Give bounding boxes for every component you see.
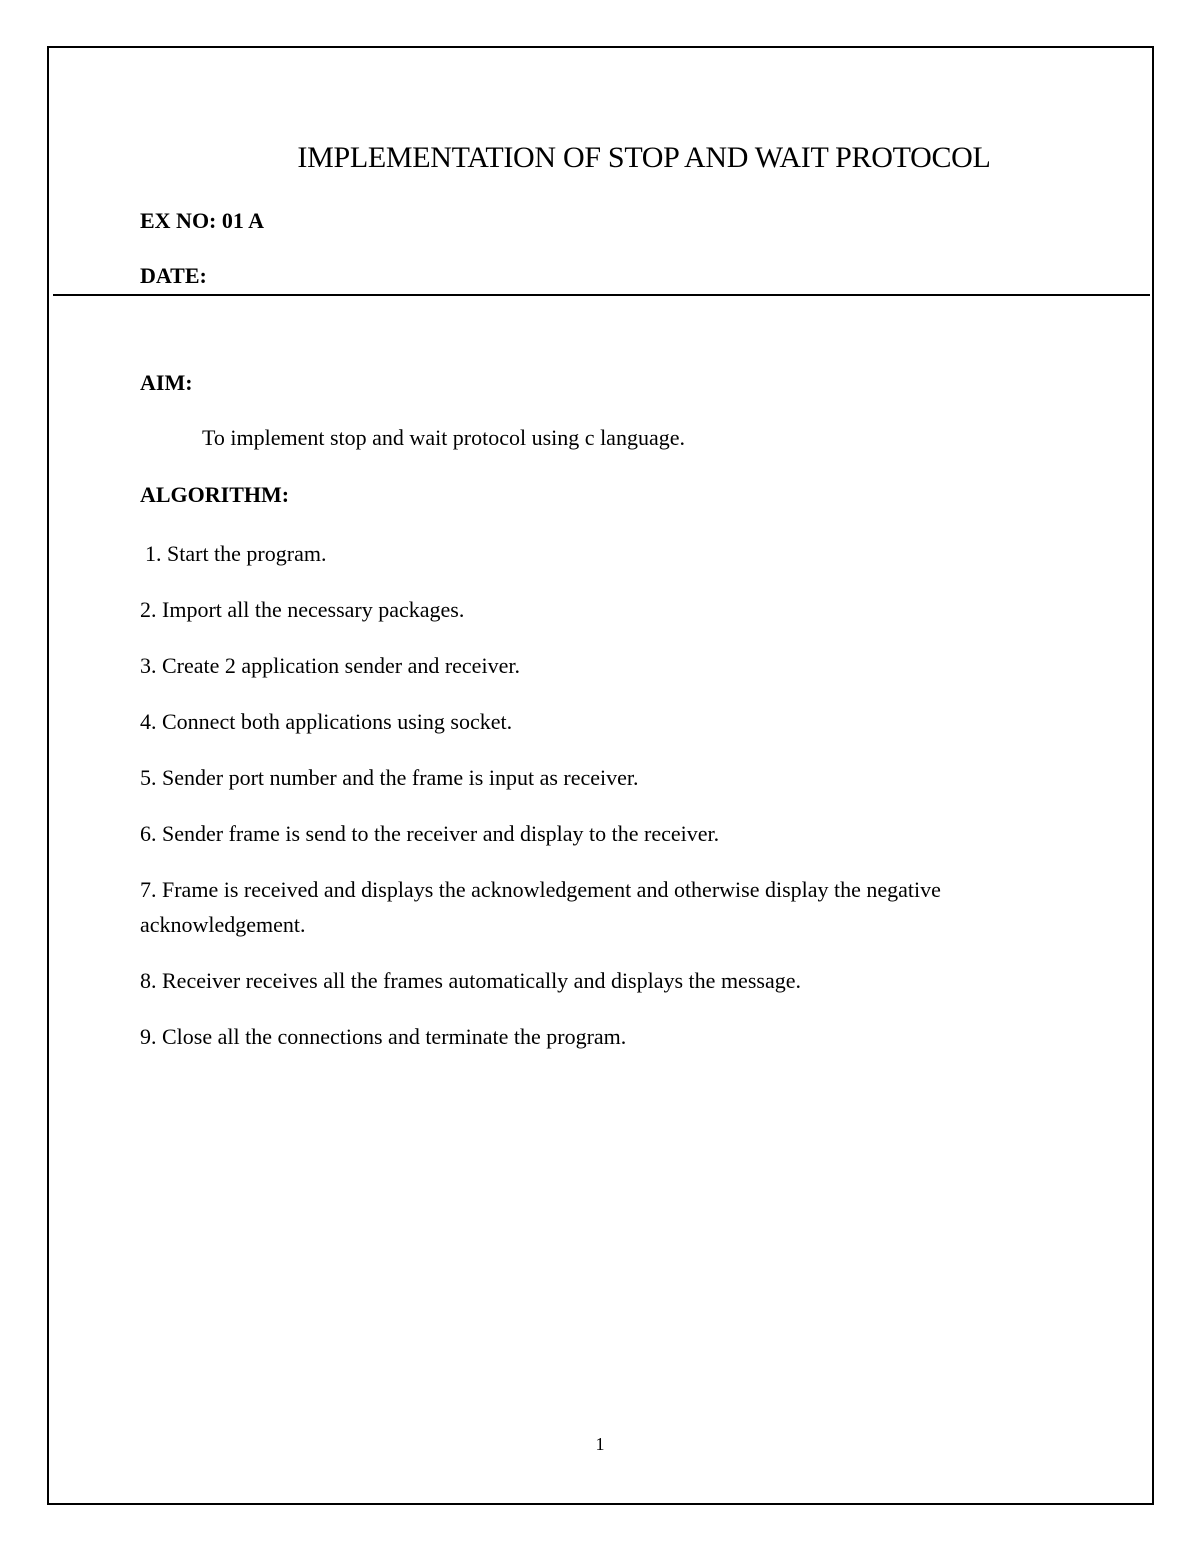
algorithm-step: 5. Sender port number and the frame is input as receiver.: [140, 765, 639, 790]
exercise-number: EX NO: 01 A: [140, 208, 265, 233]
algorithm-step: 6. Sender frame is send to the receiver and display to the receiver.: [140, 821, 720, 846]
date-label: DATE:: [140, 263, 207, 288]
aim-text: To implement stop and wait protocol using c language.: [202, 425, 685, 450]
header-divider: [53, 294, 1150, 296]
page-number: 1: [595, 1434, 605, 1454]
algorithm-step: 7. Frame is received and displays the acknowledgement and otherwise display the negative acknowledgement.: [140, 877, 941, 937]
algorithm-step: 3. Create 2 application sender and receiver.: [140, 653, 520, 678]
algorithm-step: 4. Connect both applications using socket.: [140, 709, 513, 734]
algorithm-step: 8. Receiver receives all the frames automatically and displays the message.: [140, 968, 801, 993]
document-title: IMPLEMENTATION OF STOP AND WAIT PROTOCOL: [297, 141, 991, 174]
aim-heading: AIM:: [140, 370, 193, 395]
algorithm-steps: [140, 536, 1080, 1075]
algorithm-step: 9. Close all the connections and terminate the program.: [140, 1024, 627, 1049]
algorithm-step: 1. Start the program.: [145, 541, 327, 566]
algorithm-heading: ALGORITHM:: [140, 482, 290, 507]
algorithm-step: 2. Import all the necessary packages.: [140, 597, 465, 622]
